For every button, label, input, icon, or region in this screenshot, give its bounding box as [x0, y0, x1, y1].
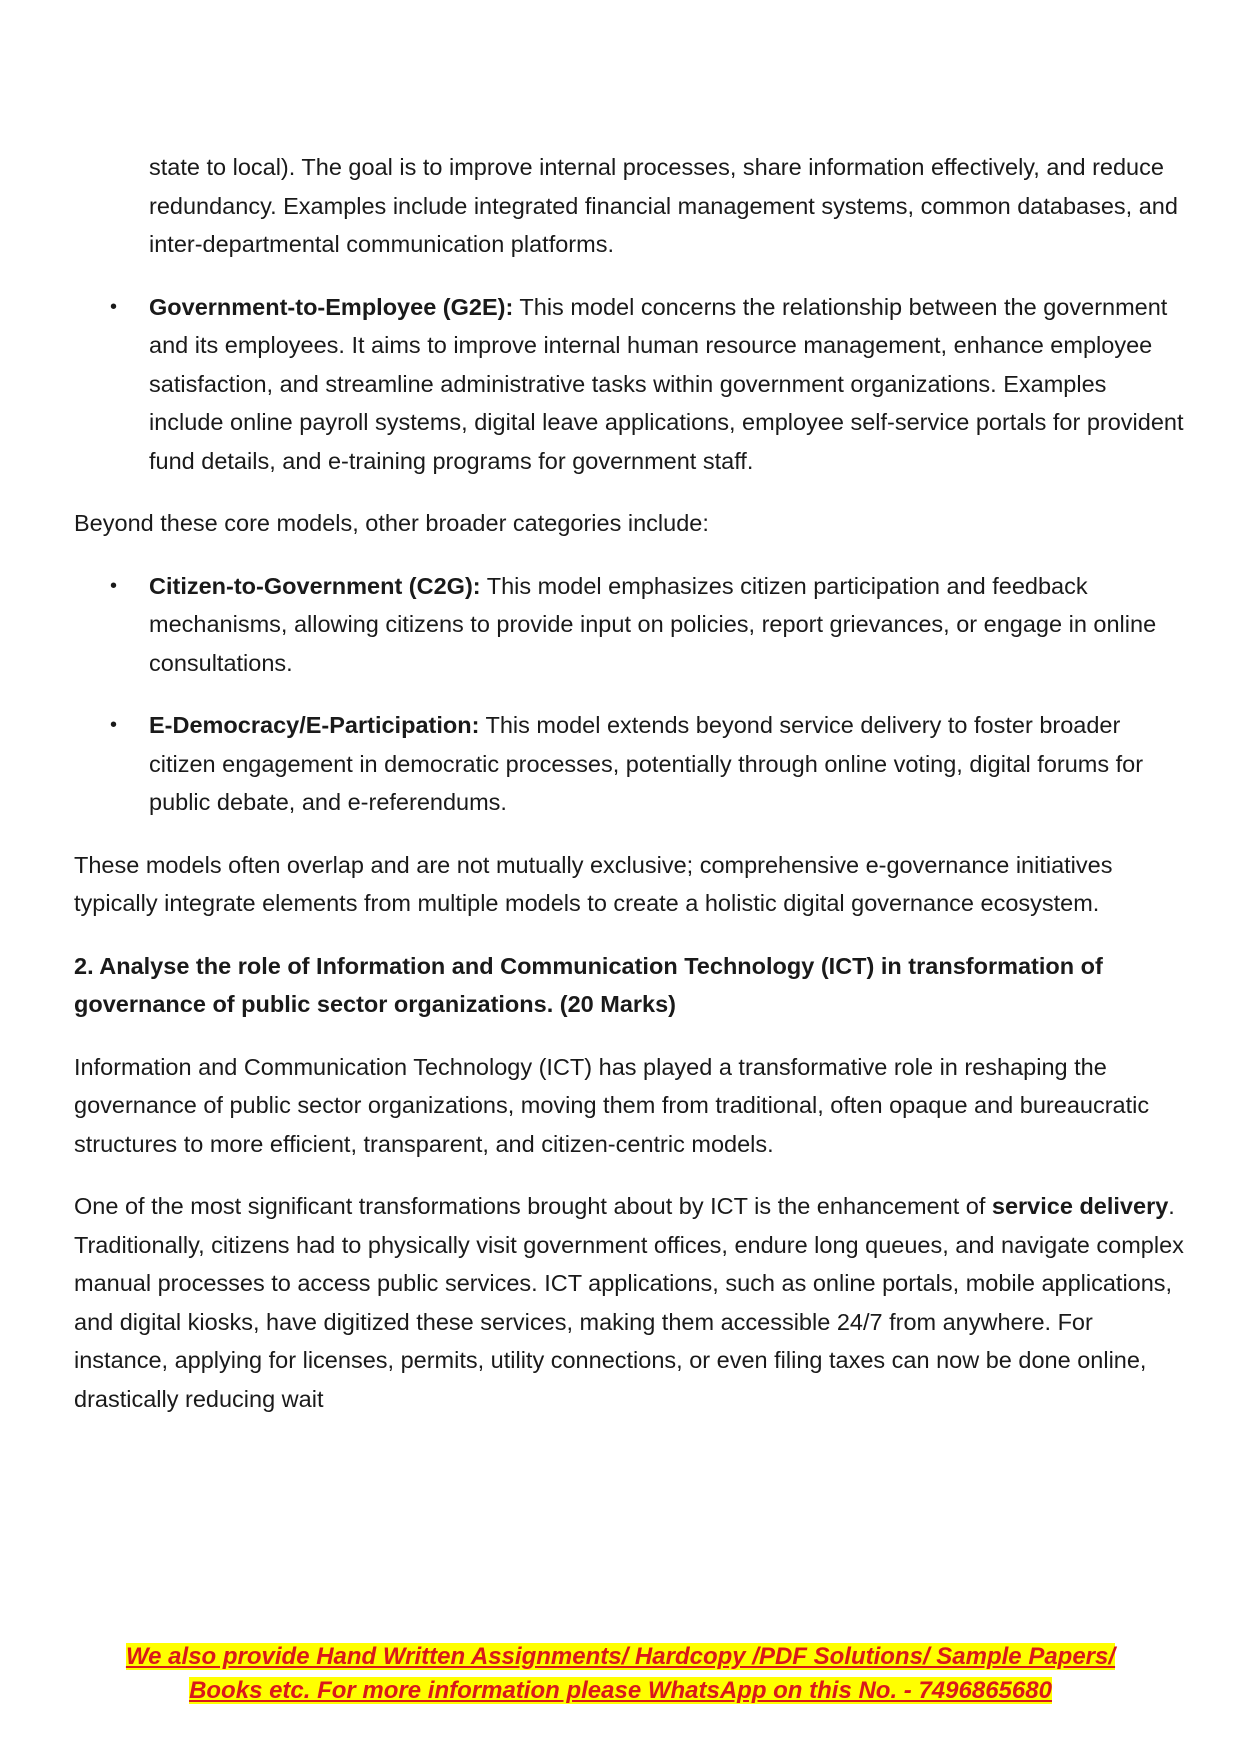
promo-footer-line-2: Books etc. For more information please WhatsApp on this No. - 7496865680 [189, 1677, 1052, 1704]
term-c2g: Citizen-to-Government (C2G): [149, 572, 481, 599]
bullet-icon: • [110, 295, 118, 318]
term-e-democracy: E-Democracy/E-Participation: [149, 712, 480, 738]
bullet-icon: • [110, 714, 118, 736]
list-item-g2e [74, 288, 1186, 481]
paragraph-g2g-continuation: state to local). The goal is to improve internal processes, share information effectively, and reduce redundancy. Examples include integrated financial management systems, common databases, and inter-departmental communication platforms. [149, 154, 1178, 257]
text-e-democracy: This model extends beyond service delivery to foster broader citizen engagement in democratic processes, potentially through online voting, digital forums for public debate, and e-referendums. [149, 712, 1144, 815]
document-body [74, 148, 1186, 1442]
bullet-icon: • [110, 574, 118, 597]
promo-footer [0, 1640, 1241, 1708]
paragraph-beyond: Beyond these core models, other broader categories include: [74, 510, 709, 536]
bullet-list-core-models [74, 288, 1186, 481]
text-service-before: One of the most significant transformations brought about by ICT is the enhancement of [74, 1193, 992, 1219]
term-service-delivery: service delivery [991, 1193, 1169, 1219]
promo-footer-line-1: We also provide Hand Written Assignments/ Hardcopy /PDF Solutions/ Sample Papers/ [125, 1643, 1116, 1670]
paragraph-service-delivery [74, 1187, 1186, 1418]
term-g2e: Government-to-Employee (G2E): [149, 293, 514, 320]
text-g2e: This model concerns the relationship between the government and its employees. It aims to improve internal human resource management, enhance employee satisfaction, and streamline administrative tasks within government organizations. Examples include online payroll systems, digital leave applications, employee self-service portals for provident fund details, and e-training programs for government staff. [149, 293, 1184, 474]
bullet-list-other-categories [74, 567, 1186, 822]
text-c2g: This model emphasizes citizen participation and feedback mechanisms, allowing citizens to provide input on policies, report grievances, or engage in online consultations. [149, 572, 1157, 676]
paragraph-ict-intro: Information and Communication Technology (ICT) has played a transformative role in reshaping the governance of public sector organizations, moving them from traditional, often opaque and bureaucratic structures to more efficient, transparent, and citizen-centric models. [74, 1053, 1150, 1157]
question-2-heading: 2. Analyse the role of Information and Communication Technology (ICT) in transformation of governance of public sector organizations. (20 Marks) [74, 952, 1103, 1017]
paragraph-overlap: These models often overlap and are not mutually exclusive; comprehensive e-governance initiatives typically integrate elements from multiple models to create a holistic digital governance ecosystem. [74, 851, 1113, 916]
list-item-c2g [74, 567, 1186, 683]
list-item-e-democracy [74, 706, 1186, 822]
text-service-after: . Traditionally, citizens had to physically visit government offices, endure long queues, and navigate complex manual processes to access public services. ICT applications, such as online portals, mobile applications, and digital kiosks, have digitized these services, making them accessible 24/7 from anywhere. For instance, applying for licenses, permits, utility connections, or even filing taxes can now be done online, drastically reducing wait [74, 1193, 1184, 1412]
